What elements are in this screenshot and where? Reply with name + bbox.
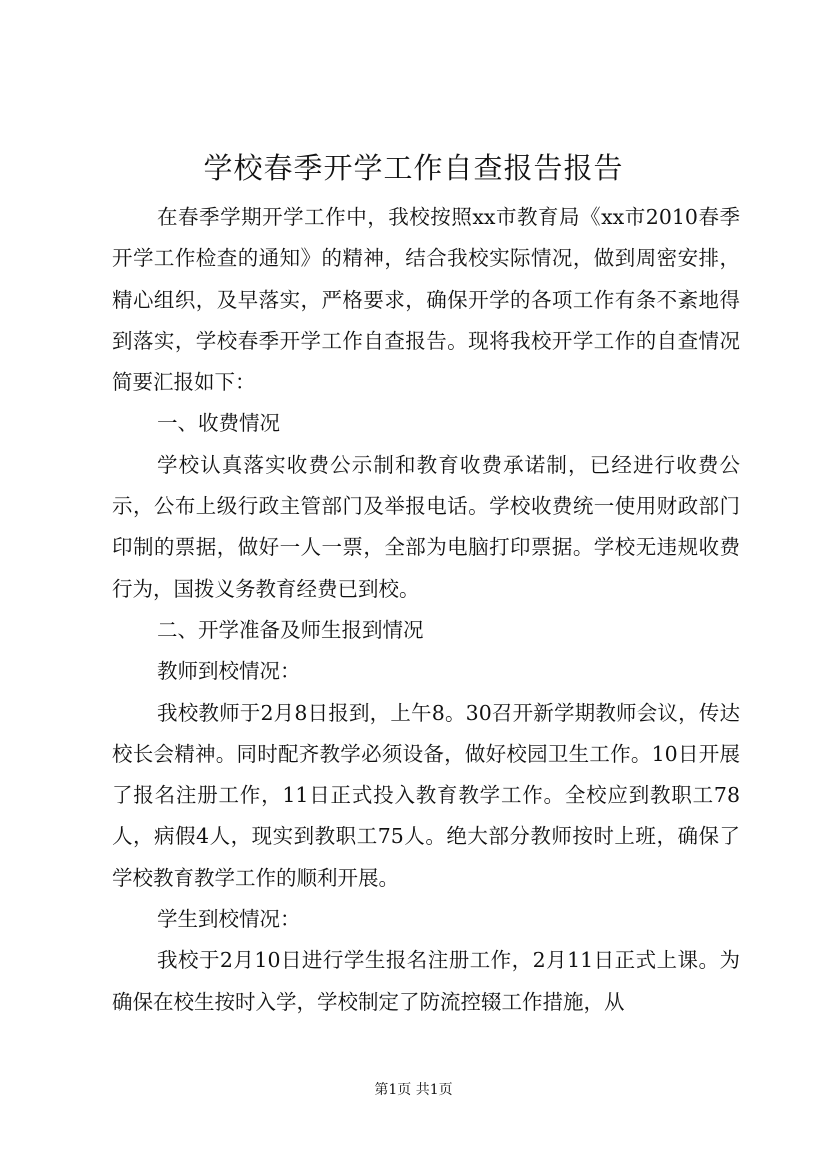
paragraph-teachers: 我校教师于2月8日报到，上午8。30召开新学期教师会议，传达校长会精神。同时配齐教学必须设备，做好校园卫生工作。10日开展了报名注册工作，11日正式投入教育教学工作。全校应到教职工78人，病假4人，现实到教职工75人。绝大部分教师按时上班，确保了学校教育教学工作的顺利开展。 [112, 700, 740, 890]
paragraph-fees: 学校认真落实收费公示制和教育收费承诺制，已经进行收费公示，公布上级行政主管部门及举报电话。学校收费统一使用财政部门印制的票据，做好一人一票，全部为电脑打印票据。学校无违规收费行为，国拨义务教育经费已到校。 [112, 452, 740, 601]
section-heading-preparation: 二、开学准备及师生报到情况 [157, 617, 424, 642]
paragraph-intro: 在春季学期开学工作中，我校按照xx市教育局《xx市2010春季开学工作检查的通知》的精神，结合我校实际情况，做到周密安排，精心组织，及早落实，严格要求，确保开学的各项工作有条不紊地得到落实，学校春季开学工作自查报告。现将我校开学工作的自查情况简要汇报如下： [112, 205, 740, 395]
document-body [112, 197, 740, 1023]
paragraph-students: 我校于2月10日进行学生报名注册工作，2月11日正式上课。为确保在校生按时入学，学校制定了防流控辍工作措施，从 [112, 948, 740, 1014]
subheading-students: 学生到校情况： [157, 907, 301, 932]
page-footer: 第1页 共1页 [374, 1082, 453, 1098]
subheading-teachers: 教师到校情况： [157, 659, 301, 684]
section-heading-fees: 一、收费情况 [157, 411, 280, 436]
document-title: 学校春季开学工作自查报告报告 [203, 151, 624, 185]
